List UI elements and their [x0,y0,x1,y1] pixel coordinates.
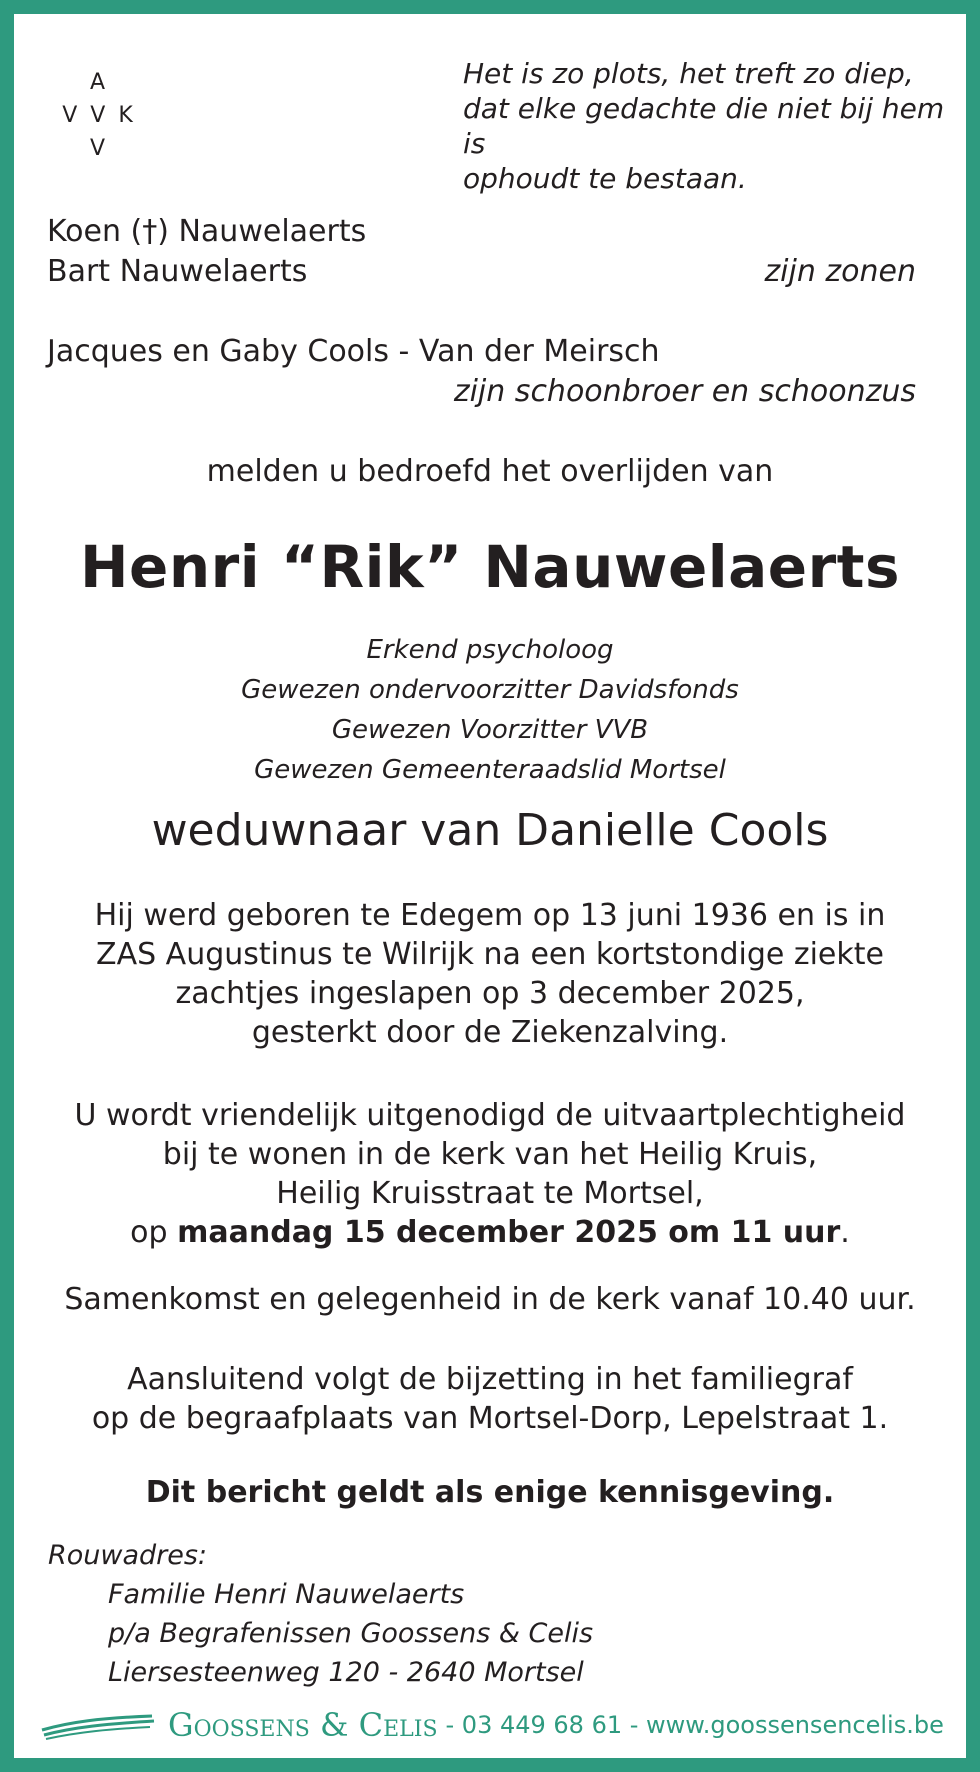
birth-paragraph [14,896,966,1052]
text-line: gesterkt door de Ziekenzalving. [251,1015,729,1050]
title-line: Gewezen Gemeenteraadslid Mortsel [254,755,726,785]
inlaws-names: Jacques en Gaby Cools - Van der Meirsch [47,334,660,369]
avvkv-symbol [54,66,144,165]
cross-line-2: V V K [62,103,136,128]
announcement-intro: melden u bedroefd het overlijden van [206,454,774,489]
son-bart: Bart Nauwelaerts [47,254,308,289]
funeral-home-brand: Goossens & Celis [168,1706,438,1744]
funeral-home-contact: - 03 449 68 61 - www.goossensencelis.be [445,1711,944,1739]
burial-paragraph [14,1360,966,1438]
deceased-name: Henri “Rik” Nauwelaerts [80,533,900,601]
cross-line-1: A [89,70,109,95]
title-line: Gewezen ondervoorzitter Davidsfonds [241,675,739,705]
address-line: p/a Begrafenissen Goossens & Celis [108,1618,594,1649]
notice-line: Dit bericht geldt als enige kennisgeving. [145,1475,835,1510]
cross-line-3: V [89,136,109,161]
text-line: ZAS Augustinus te Wilrijk na een kortstondige ziekte [96,937,884,972]
title-line: Gewezen Voorzitter VVB [331,715,649,745]
deceased-titles [14,630,966,790]
quote-line: ophoudt te bestaan. [463,162,747,195]
address-line: Familie Henri Nauwelaerts [108,1579,465,1610]
widower-line: weduwnaar van Danielle Cools [151,805,829,856]
text-line: Aansluitend volgt de bijzetting in het familiegraf [127,1362,853,1397]
memorial-quote [463,56,966,196]
obituary-card [14,14,966,1758]
gathering-info: Samenkomst en gelegenheid in de kerk vanaf 10.40 uur. [64,1282,916,1317]
address-label: Rouwadres: [48,1540,208,1571]
quote-line: Het is zo plots, het treft zo diep, [463,57,914,90]
inlaws-role: zijn schoonbroer en schoonzus [453,374,916,409]
mourning-address [48,1536,593,1692]
invitation-paragraph [14,1096,966,1252]
sons-role: zijn zonen [764,254,916,289]
text-line: Heilig Kruisstraat te Mortsel, [276,1176,704,1211]
text-line: zachtjes ingeslapen op 3 december 2025, [175,976,805,1011]
wave-logo-icon [40,1708,156,1742]
funeral-date-line: op maandag 15 december 2025 om 11 uur. [130,1215,850,1250]
funeral-date: maandag 15 december 2025 om 11 uur [177,1215,841,1250]
son-koen: Koen (†) Nauwelaerts [47,214,367,249]
funeral-home-footer [40,1702,960,1748]
title-line: Erkend psycholoog [366,635,614,665]
text-line: Hij werd geboren te Edegem op 13 juni 1936 en is in [94,898,886,933]
text-line: bij te wonen in de kerk van het Heilig Kruis, [162,1137,818,1172]
text-line: U wordt vriendelijk uitgenodigd de uitvaartplechtigheid [74,1098,906,1133]
address-line: Liersesteenweg 120 - 2640 Mortsel [108,1657,584,1688]
quote-line: dat elke gedachte die niet bij hem is [463,92,945,160]
text-line: op de begraafplaats van Mortsel-Dorp, Lepelstraat 1. [91,1401,889,1436]
